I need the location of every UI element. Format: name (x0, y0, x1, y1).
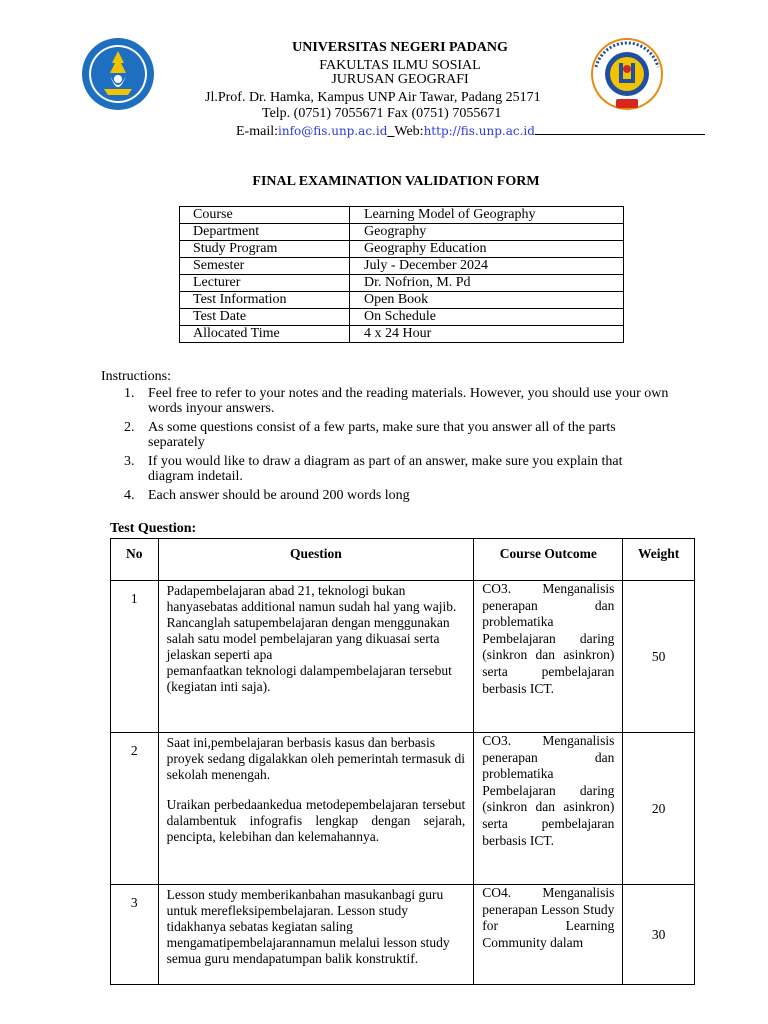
question-text-cell (158, 733, 474, 885)
instruction-number: 4. (124, 488, 135, 503)
info-key: Allocated Time (180, 326, 350, 343)
info-key: Study Program (180, 241, 350, 258)
question-row (111, 581, 695, 733)
web-link[interactable]: http://fis.unp.ac.id (423, 124, 535, 138)
info-key: Department (180, 224, 350, 241)
info-row (180, 207, 624, 224)
info-row (180, 292, 624, 309)
info-value: On Schedule (350, 309, 624, 326)
department-name: JURUSAN GEOGRAFI (331, 72, 469, 87)
email-label: E-mail: (236, 124, 278, 139)
question-text-cell (158, 581, 474, 733)
info-row (180, 309, 624, 326)
instruction-text: If you would like to draw a diagram as part of an answer, make sure you explain that diagram indetail. (148, 454, 623, 484)
info-row (180, 326, 624, 343)
info-row (180, 224, 624, 241)
info-key: Test Information (180, 292, 350, 309)
header-no: No (111, 539, 159, 581)
instruction-number: 3. (124, 454, 135, 469)
info-row (180, 275, 624, 292)
question-weight: 30 (623, 885, 695, 985)
instruction-item (124, 454, 669, 484)
instruction-item (124, 386, 669, 416)
info-value: Dr. Nofrion, M. Pd (350, 275, 624, 292)
info-value: Geography (350, 224, 624, 241)
header-weight: Weight (623, 539, 695, 581)
instruction-number: 1. (124, 386, 135, 401)
instruction-number: 2. (124, 420, 135, 435)
header-question: Question (158, 539, 474, 581)
question-text: Saat ini,pembelajaran berbasis kasus dan berbasis proyek sedang digalakkan oleh pemerintah termasuk di sekolah menengah. (166, 735, 466, 782)
course-outcome: CO3. Menganalisis penerapan dan problematika Pembelajaran daring (sinkron dan asinkron) serta pembelajaran berbasis ICT. (474, 581, 623, 733)
question-number: 2 (111, 733, 159, 885)
question-weight: 20 (623, 733, 695, 885)
question-row (111, 733, 695, 885)
instruction-text: As some questions consist of a few parts, make sure that you answer all of the parts separately (148, 420, 616, 450)
info-value: 4 x 24 Hour (350, 326, 624, 343)
question-text-continued: pemanfaatkan teknologi dalampembelajaran tersebut (kegiatan inti saja). (166, 663, 452, 694)
test-question-label: Test Question: (110, 521, 197, 536)
header-underline (535, 122, 705, 135)
info-key: Semester (180, 258, 350, 275)
instruction-item (124, 420, 669, 450)
header-course-outcome: Course Outcome (474, 539, 623, 581)
question-weight: 50 (623, 581, 695, 733)
question-number: 1 (111, 581, 159, 733)
question-text: Lesson study memberikanbahan masukanbagi guru untuk merefleksipembelajaran. Lesson study tidakhanya sebatas kegiatan saling mengamatipembelajarannamun melalui lesson study semua guru mendapatumpan balik konstruktif. (166, 887, 450, 966)
university-name: UNIVERSITAS NEGERI PADANG (292, 40, 508, 55)
question-text-cell (158, 885, 474, 985)
info-row (180, 258, 624, 275)
info-value: Learning Model of Geography (350, 207, 624, 224)
instructions-list (124, 386, 669, 507)
faculty-name: FAKULTAS ILMU SOSIAL (319, 58, 481, 73)
form-title: FINAL EXAMINATION VALIDATION FORM (252, 174, 540, 189)
info-row (180, 241, 624, 258)
question-text: Padapembelajaran abad 21, teknologi bukan hanyasebatas additional namun sudah hal yang wajib. Rancanglah satupembelajaran dengan menggunakan salah satu model pembelajaran yang dikuasai serta jelaskan seperti apa (166, 583, 457, 662)
web-label: Web: (394, 124, 424, 139)
info-key: Course (180, 207, 350, 224)
instruction-text: Feel free to refer to your notes and the reading materials. However, you should use your own words inyour answers. (148, 386, 669, 416)
question-table (110, 538, 695, 985)
contact-line: E-mail:info@fis.unp.ac.id_Web:http://fis.unp.ac.id (236, 122, 705, 140)
address-line: Jl.Prof. Dr. Hamka, Kampus UNP Air Tawar, Padang 25171 (205, 90, 541, 105)
question-row (111, 885, 695, 985)
info-value: Open Book (350, 292, 624, 309)
instruction-item (124, 488, 669, 503)
info-key: Test Date (180, 309, 350, 326)
info-value: July - December 2024 (350, 258, 624, 275)
course-outcome: CO4. Menganalisis penerapan Lesson Study for Learning Community dalam (474, 885, 623, 985)
course-outcome: CO3. Menganalisis penerapan dan problematika Pembelajaran daring (sinkron dan asinkron) serta pembelajaran berbasis ICT. (474, 733, 623, 885)
question-text-continued: Uraikan perbedaankedua metodepembelajaran tersebut dalambentuk infografis lengkap dengan sejarah, pencipta, kelebihan dan kelemahannya. (166, 797, 466, 844)
question-number: 3 (111, 885, 159, 985)
tut-wuri-handayani-logo (80, 37, 156, 111)
instruction-text: Each answer should be around 200 words long (148, 488, 410, 503)
course-info-table (179, 206, 624, 343)
telephone-line: Telp. (0751) 7055671 Fax (0751) 7055671 (262, 106, 502, 121)
info-value: Geography Education (350, 241, 624, 258)
instructions-label: Instructions: (101, 369, 171, 384)
email-link[interactable]: info@fis.unp.ac.id (278, 124, 388, 138)
info-key: Lecturer (180, 275, 350, 292)
